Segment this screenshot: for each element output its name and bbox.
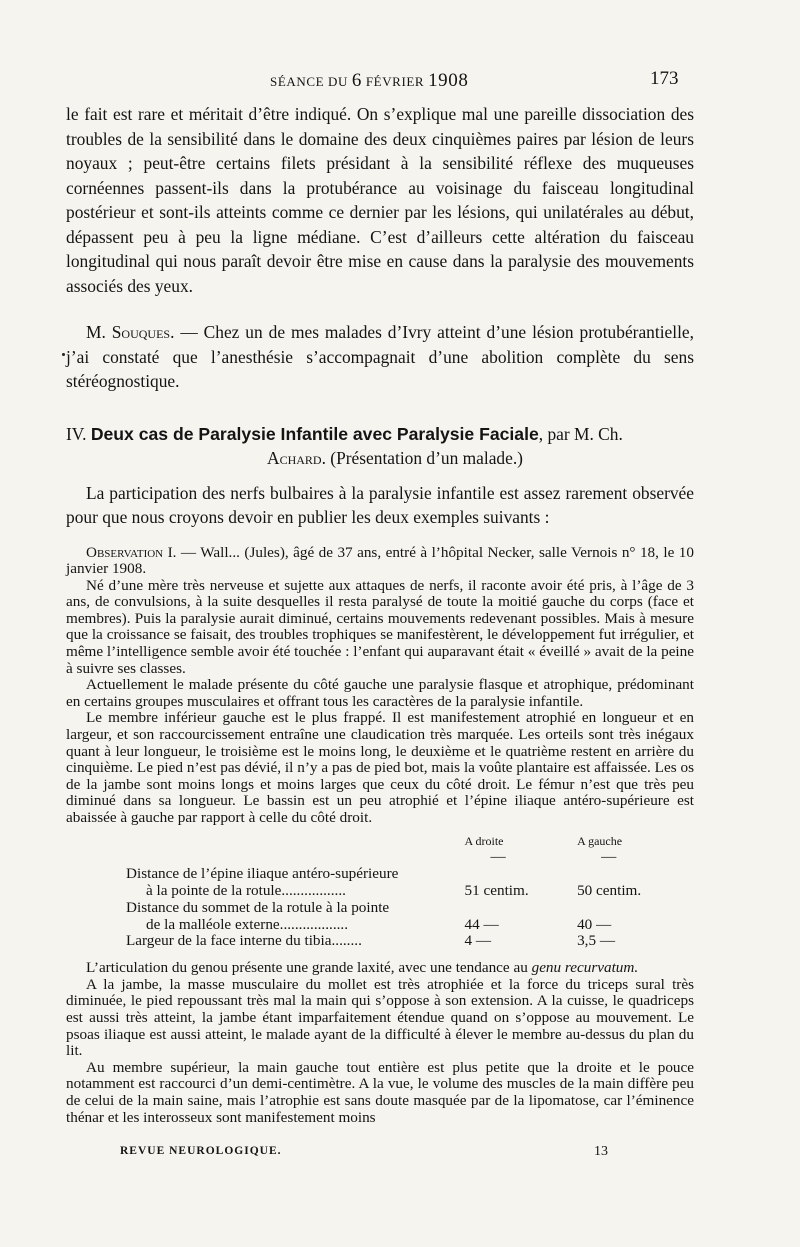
section-title: Deux cas de Paralysie Infantile avec Paralysie Faciale [90,423,539,444]
page-footer [0,1145,800,1165]
page-number: 173 [650,68,679,89]
knee-text: L’articulation du genou présente une grande laxité, avec une tendance au [86,959,532,977]
running-title-month: FÉVRIER [365,74,425,89]
row-value-right: 44 — [464,915,499,933]
observation-text: — Wall... (Jules), âgé de 37 ans, entré à l’hôpital Necker, salle Vernois n° 18, le 10 janvier 1908. [66,543,694,578]
knee-latin-term: genu recurvatum. [531,959,639,977]
table-header-row [66,833,694,850]
table-row [66,900,694,917]
header-left: A gauche [577,833,623,848]
dash-left: — [601,848,617,866]
table-row [66,883,694,900]
row-value-right: 4 — [464,932,492,950]
speaker-text: — Chez un de mes malades d’Ivry atteint d’une lésion protubérantielle, j’ai constaté que l’anesthésie s’accompagnait d’une abolition complète du sens stéréognostique. [66,322,694,391]
paragraph-current-state: Actuellement le malade présente du côté gauche une paralysie flasque et atrophique, prédominant en certains groupes musculaires et offrant tous les caractères de la paralysie infantile. [66,676,694,710]
paragraph-1: le fait est rare et méritait d’être indiqué. On s’explique mal une pareille dissociation des troubles de la sensibilité dans le domaine des deux cinquièmes paires par lésion de leurs noyaux ; peut-être certains filets présidant à la sensibilité réflexe des muqueuses cornéennes passent-ils dans la protubérance au voisinage du faisceau longitudinal postérieur et sont-ils atteints comme ce dernier par les lésions, qui unilatérales au début, dépassent peu à peu la ligne médiane. C’est d’ailleurs cette altération du faisceau longitudinal qui nous paraît devoir être mise en cause dans la paralysie des mouvements associés des yeux. [66,104,694,296]
paragraph-lower-limb: Le membre inférieur gauche est le plus frappé. Il est manifestement atrophié en longueur et en largeur, et son raccourcissement entraîne une claudication très marquée. Les orteils sont très inégaux quant à leur longueur, le troisième est le moins long, le deuxième et le quatrième restent en arrière du cinquième. Le pied n’est pas dévié, il n’y a pas de pied bot, mais la voûte plantaire est affaissée. Les os de la jambe sont moins longs et moins larges que ceux du côté droit. Le fémur n’est que très peu diminué dans sa longueur. Le bassin est un peu atrophié et l’épine iliaque antéro-supérieure est abaissée à gauche par rapport à celle du côté droit. [66,709,694,826]
row-label: à la pointe de la rotule................. [146,881,346,899]
paragraph-upper-limb: Au membre supérieur, la main gauche tout entière est plus petite que la droite et le pouce notamment est raccourci d’un demi-centimètre. A la vue, le volume des muscles de la main diffère peu de celui de la main saine, mais l’atrophie est sans doute masquée par de la lipomatose, car l’éminence thénar et les interosseux sont manifestement moins [66,1058,694,1126]
running-title [270,70,468,92]
observation-heading [66,545,694,578]
stray-mark [62,353,65,356]
row-value-left: 40 — [577,915,612,933]
row-label: Distance du sommet de la rotule à la pointe [126,898,390,916]
running-title-day: 6 [351,70,362,91]
table-dash-row [66,849,694,866]
dash-right: — [490,848,506,866]
table-row [66,917,694,934]
row-label: Largeur de la face interne du tibia........ [126,932,362,950]
page-body [66,102,694,1126]
paragraph-leg: A la jambe, la masse musculaire du mollet est très atrophiée et la force du triceps sural très diminuée, le pied repoussant très mal la main qui s’oppose à son extension. A la cuisse, le quadriceps est aussi très atteint, la jambe étant imparfaitement étendue quand on s’oppose au mouvement. Le psoas iliaque est aussi atteint, le malade ayant de la difficulté à élever le membre au-dessus du plan du lit. [66,975,694,1060]
paragraph-intro: La participation des nerfs bulbaires à la paralysie infantile est assez rarement observée pour que nous croyons devoir en publier les deux exemples suivants : [66,482,694,527]
paragraph-knee [66,960,694,977]
running-title-prefix: SÉANCE DU [270,74,348,89]
observation-label: Observation I. [86,543,177,561]
section-author: Achard. [267,448,326,468]
running-title-year: 1908 [428,70,469,91]
row-label: Distance de l’épine iliaque antéro-supérieure [126,865,399,883]
row-label: de la malléole externe.................. [146,915,349,933]
section-note: (Présentation d’un malade.) [325,448,523,468]
section-heading [66,422,694,471]
row-value-left: 50 centim. [577,881,642,899]
header-right: A droite [464,833,504,848]
signature-mark: 13 [594,1144,608,1159]
page-header [0,70,800,94]
section-number: IV. [66,423,91,444]
speaker-name: M. Souques. [86,322,175,342]
table-row [66,866,694,883]
section-by: , par M. Ch. [538,423,623,444]
row-value-left: 3,5 — [577,932,616,950]
paragraph-history: Né d’une mère très nerveuse et sujette aux attaques de nerfs, il raconte avoir été pris, à l’âge de 3 ans, de convulsions, à la suite desquelles il resta paralysé de toute la moitié gauche du corps (face et membres). Puis la paralysie aurait diminué, certains mouvements redevenant possibles. Mais à mesure que la croissance se faisait, des troubles trophiques se manifestèrent, le développement fut irrégulier, et même l’intelligence semble avoir été touchée : l’enfant qui auparavant était « éveillé » avait de la peine à suivre ses classes. [66,576,694,677]
paragraph-souques [66,320,694,394]
journal-name: REVUE NEUROLOGIQUE. [120,1145,282,1157]
measurements-table [66,833,694,951]
table-row [66,933,694,950]
row-value-right: 51 centim. [464,881,529,899]
